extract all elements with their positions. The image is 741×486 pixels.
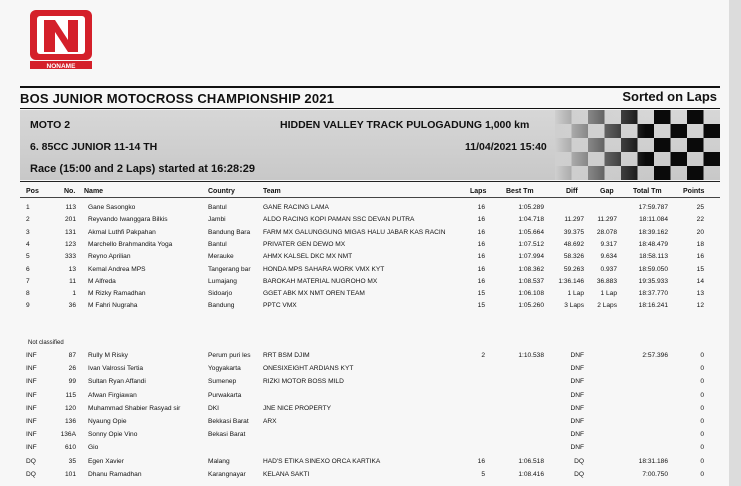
- cell-diff: DNF: [570, 352, 584, 359]
- cell-laps: 16: [477, 265, 485, 273]
- checkered-flag: [555, 110, 720, 180]
- cell-total: 18:39.162: [638, 228, 668, 236]
- cell-pos: 1: [26, 204, 30, 211]
- cell-points: 0: [700, 470, 704, 478]
- session-name: MOTO 2: [30, 119, 71, 131]
- sort-label: Sorted on Laps: [622, 89, 717, 104]
- cell-name: Ivan Valrossi Tertia: [88, 365, 144, 373]
- cell-name: Sultan Ryan Affandi: [88, 378, 146, 386]
- result-row: [0, 416, 741, 427]
- result-row: [0, 363, 741, 374]
- cell-country: Jambi: [208, 216, 226, 224]
- cell-pos: 8: [26, 290, 30, 298]
- cell-no: 101: [64, 470, 76, 478]
- cell-points: 14: [696, 277, 704, 285]
- cell-team: PRIVATER GEN DEWO MX: [263, 240, 346, 248]
- cell-name: Gane Sasongko: [88, 204, 136, 211]
- track-name: HIDDEN VALLEY TRACK PULOGADUNG 1,000 km: [280, 119, 530, 131]
- cell-pos: INF: [26, 378, 37, 386]
- cell-diff: DNF: [570, 444, 584, 452]
- result-row: [0, 390, 741, 401]
- cell-name: M Rizky Ramadhan: [88, 290, 146, 298]
- cell-diff: 1 Lap: [567, 290, 584, 298]
- cell-country: Bandung: [208, 302, 235, 310]
- cell-laps: 16: [477, 228, 485, 236]
- cell-diff: DQ: [574, 470, 584, 478]
- col-header-pos: Pos: [26, 188, 39, 195]
- cell-pos: 6: [26, 265, 30, 273]
- cell-gap: 9.634: [600, 253, 617, 261]
- cell-diff: DNF: [570, 378, 584, 386]
- cell-best: 1:05.260: [518, 302, 544, 310]
- cell-points: 0: [700, 378, 704, 386]
- page-title: BOS JUNIOR MOTOCROSS CHAMPIONSHIP 2021: [20, 91, 335, 106]
- cell-best: 1:05.664: [518, 228, 544, 236]
- cell-no: 333: [64, 253, 76, 261]
- cell-points: 0: [700, 431, 704, 439]
- cell-country: Bekasi Barat: [208, 431, 246, 439]
- race-info: Race (15:00 and 2 Laps) started at 16:28:29: [30, 163, 255, 175]
- cell-laps: 15: [477, 290, 485, 298]
- divider: [20, 181, 720, 182]
- cell-team: ONESIXEIGHT ARDIANS KYT: [263, 365, 354, 373]
- cell-no: 120: [64, 404, 76, 412]
- cell-name: Nyaung Opie: [88, 418, 127, 425]
- cell-total: 19:35.933: [638, 277, 668, 285]
- cell-best: 1:06.518: [518, 457, 544, 465]
- result-row: [0, 403, 741, 414]
- result-row: [0, 376, 741, 387]
- cell-no: 36: [68, 302, 76, 310]
- cell-country: Bekkasi Barat: [208, 418, 249, 425]
- col-header-points: Points: [683, 188, 705, 195]
- cell-total: 18:31.186: [638, 457, 668, 465]
- cell-pos: INF: [26, 365, 37, 373]
- result-row: [0, 239, 741, 250]
- cell-pos: 2: [26, 216, 30, 224]
- cell-diff: 58.326: [563, 253, 584, 261]
- cell-laps: 16: [477, 277, 485, 285]
- cell-diff: 11.297: [564, 216, 584, 224]
- cell-laps: 16: [477, 457, 485, 465]
- cell-no: 13: [68, 265, 76, 273]
- result-row: [0, 429, 741, 440]
- cell-country: Sidoarjo: [208, 290, 233, 298]
- cell-gap: 0.937: [600, 265, 617, 273]
- cell-diff: 39.375: [563, 228, 584, 236]
- cell-pos: 9: [26, 302, 30, 310]
- cell-total: 17:59.787: [638, 204, 668, 211]
- cell-name: Reyno Aprilian: [88, 253, 131, 261]
- cell-name: Kemal Andrea MPS: [88, 265, 146, 273]
- cell-team: RRT BSM DJIM: [263, 352, 310, 359]
- cell-total: 18:58.113: [639, 253, 668, 261]
- cell-name: Sonny Opie Vino: [88, 431, 138, 439]
- cell-laps: 16: [477, 216, 485, 224]
- cell-team: ALDO RACING KOPI PAMAN SSC DEVAN PUTRA: [263, 216, 415, 224]
- cell-pos: INF: [26, 404, 37, 412]
- cell-best: 1:06.108: [518, 290, 544, 298]
- col-header-team: Team: [263, 188, 281, 195]
- cell-name: Muhammad Shabier Rasyad sir: [88, 404, 181, 412]
- col-header-diff: Diff: [566, 188, 578, 195]
- cell-no: 201: [64, 216, 76, 224]
- result-row: [0, 264, 741, 275]
- cell-name: M Fahri Nugraha: [88, 302, 138, 310]
- cell-country: Karangnayar: [208, 470, 246, 478]
- divider: [20, 108, 720, 109]
- cell-laps: 16: [477, 253, 485, 261]
- cell-name: Egen Xavier: [88, 457, 124, 465]
- cell-pos: INF: [26, 431, 37, 439]
- cell-name: Akmal Luthfi Pakpahan: [88, 228, 156, 236]
- cell-no: 35: [68, 457, 76, 465]
- cell-diff: DNF: [570, 404, 584, 412]
- cell-name: Afwan Firgiawan: [88, 391, 137, 399]
- cell-no: 115: [65, 391, 76, 399]
- cell-no: 136: [64, 418, 76, 425]
- brand-text: NONAME: [46, 63, 76, 70]
- cell-team: AHMX KALSEL DKC MX NMT: [263, 253, 353, 261]
- cell-best: 1:08.362: [518, 265, 544, 273]
- cell-laps: 2: [481, 352, 485, 359]
- cell-gap: 1 Lap: [600, 290, 617, 298]
- cell-points: 0: [700, 444, 704, 452]
- cell-no: 136A: [60, 431, 76, 439]
- cell-gap: 28.078: [596, 228, 617, 236]
- cell-gap: 36.883: [596, 277, 617, 285]
- result-row: [0, 227, 741, 238]
- cell-laps: 5: [481, 470, 485, 478]
- cell-diff: 59.263: [563, 265, 584, 273]
- cell-country: Sumenep: [208, 378, 237, 386]
- cell-pos: 3: [26, 228, 30, 236]
- cell-team: HONDA MPS SAHARA WORK VMX KYT: [263, 265, 385, 273]
- cell-pos: DQ: [26, 457, 36, 465]
- cell-points: 0: [700, 352, 704, 359]
- cell-country: Malang: [208, 457, 230, 465]
- cell-points: 18: [696, 240, 704, 248]
- not-classified-label: Not classified: [28, 340, 64, 346]
- cell-team: PPTC VMX: [263, 302, 297, 310]
- cell-name: Dhanu Ramadhan: [88, 470, 142, 478]
- cell-team: BAROKAH MATERIAL NUGROHO MX: [263, 277, 378, 285]
- session-date: 11/04/2021 15:40: [465, 141, 547, 153]
- cell-points: 0: [700, 391, 704, 399]
- cell-best: 1:07.994: [518, 253, 544, 261]
- col-header-no: No.: [64, 188, 76, 195]
- result-row: [0, 300, 741, 311]
- cell-name: M Alfreda: [88, 277, 116, 285]
- cell-team: GGET ABK MX NMT OREN TEAM: [263, 290, 365, 298]
- cell-total: 18:16.241: [638, 302, 668, 310]
- result-row: [0, 276, 741, 287]
- result-row: [0, 214, 741, 225]
- result-row: [0, 442, 741, 453]
- cell-laps: 15: [477, 302, 485, 310]
- cell-diff: DQ: [574, 457, 584, 465]
- cell-country: Bantul: [208, 204, 227, 211]
- cell-total: 7:00.750: [642, 470, 668, 478]
- divider: [20, 86, 720, 88]
- cell-country: Tangerang bar: [208, 265, 251, 273]
- col-header-country: Country: [208, 188, 235, 195]
- cell-team: GANE RACING LAMA: [263, 204, 329, 211]
- divider: [20, 197, 720, 198]
- cell-name: Gio: [88, 444, 99, 452]
- cell-no: 131: [64, 228, 76, 236]
- cell-pos: INF: [26, 352, 37, 359]
- cell-diff: DNF: [570, 365, 584, 373]
- col-header-total: Total Tm: [633, 188, 662, 195]
- cell-name: Rully M Risky: [88, 352, 128, 359]
- cell-points: 15: [696, 265, 704, 273]
- cell-gap: 11.297: [597, 216, 617, 224]
- cell-total: 18:48.479: [638, 240, 668, 248]
- cell-points: 13: [696, 290, 704, 298]
- cell-points: 0: [700, 418, 704, 425]
- cell-team: HAD'S ETIKA SINEXO ORCA KARTIKA: [263, 457, 381, 465]
- cell-country: Bantul: [208, 240, 227, 248]
- cell-pos: 7: [26, 277, 30, 285]
- cell-diff: DNF: [570, 431, 584, 439]
- cell-pos: DQ: [26, 470, 36, 478]
- result-row: [0, 251, 741, 262]
- cell-points: 12: [696, 302, 704, 310]
- cell-no: 1: [72, 290, 76, 298]
- cell-country: Bandung Bara: [208, 228, 251, 236]
- cell-points: 0: [700, 457, 704, 465]
- cell-country: Merauke: [208, 253, 234, 261]
- cell-diff: 48.692: [563, 240, 584, 248]
- cell-pos: 5: [26, 253, 30, 261]
- cell-pos: INF: [26, 444, 37, 452]
- cell-pos: INF: [26, 418, 37, 425]
- cell-team: RIZKI MOTOR BOSS MILD: [263, 378, 344, 386]
- cell-best: 1:10.538: [518, 352, 544, 359]
- cell-best: 1:08.416: [518, 470, 544, 478]
- class-name: 6. 85CC JUNIOR 11-14 TH: [30, 141, 158, 153]
- cell-points: 20: [696, 228, 704, 236]
- cell-points: 16: [696, 253, 704, 261]
- result-row: [0, 288, 741, 299]
- cell-best: 1:05.289: [518, 204, 544, 211]
- cell-diff: 1:36.146: [558, 277, 584, 285]
- cell-team: ARX: [263, 418, 277, 425]
- result-row: [0, 350, 741, 361]
- cell-points: 22: [696, 216, 704, 224]
- result-row: [0, 202, 741, 213]
- cell-pos: 4: [26, 240, 30, 248]
- col-header-best: Best Tm: [506, 188, 534, 195]
- cell-no: 11: [69, 277, 76, 285]
- cell-country: Yogyakarta: [208, 365, 241, 373]
- cell-diff: DNF: [570, 418, 584, 425]
- cell-diff: DNF: [570, 391, 584, 399]
- cell-team: KELANA SAKTI: [263, 470, 310, 478]
- cell-points: 0: [700, 365, 704, 373]
- cell-total: 18:11.084: [639, 216, 668, 224]
- cell-country: DKI: [208, 404, 219, 412]
- cell-name: Marchello Brahmandita Yoga: [88, 240, 173, 248]
- cell-no: 99: [68, 378, 76, 386]
- cell-no: 123: [64, 240, 76, 248]
- cell-country: Lumajang: [208, 277, 237, 285]
- cell-country: Perum puri les: [208, 352, 251, 359]
- col-header-laps: Laps: [470, 188, 487, 195]
- cell-laps: 16: [477, 204, 485, 211]
- cell-country: Purwakarta: [208, 391, 242, 399]
- cell-no: 26: [68, 365, 76, 373]
- cell-best: 1:07.512: [518, 240, 544, 248]
- cell-points: 0: [700, 404, 704, 412]
- cell-total: 18:37.770: [638, 290, 668, 298]
- cell-best: 1:08.537: [518, 277, 544, 285]
- cell-diff: 3 Laps: [564, 302, 584, 310]
- cell-gap: 9.317: [600, 240, 617, 248]
- cell-gap: 2 Laps: [597, 302, 617, 310]
- cell-no: 87: [68, 352, 76, 359]
- cell-laps: 16: [477, 240, 485, 248]
- cell-no: 610: [64, 444, 76, 452]
- cell-best: 1:04.718: [518, 216, 544, 224]
- cell-pos: INF: [26, 391, 37, 399]
- noname-logo: [28, 8, 94, 70]
- col-header-name: Name: [84, 188, 104, 195]
- result-row: [0, 469, 741, 480]
- result-row: [0, 456, 741, 467]
- cell-team: JNE NICE PROPERTY: [263, 404, 332, 412]
- cell-points: 25: [696, 204, 704, 211]
- cell-total: 18:59.050: [638, 265, 668, 273]
- cell-team: FARM MX GALUNGGUNG MIGAS HALU JABAR KAS RACIN: [263, 228, 446, 236]
- cell-name: Reyvando Iwanggara Bilkis: [88, 216, 168, 224]
- cell-no: 113: [65, 204, 76, 211]
- cell-total: 2:57.396: [642, 352, 668, 359]
- col-header-gap: Gap: [600, 188, 614, 195]
